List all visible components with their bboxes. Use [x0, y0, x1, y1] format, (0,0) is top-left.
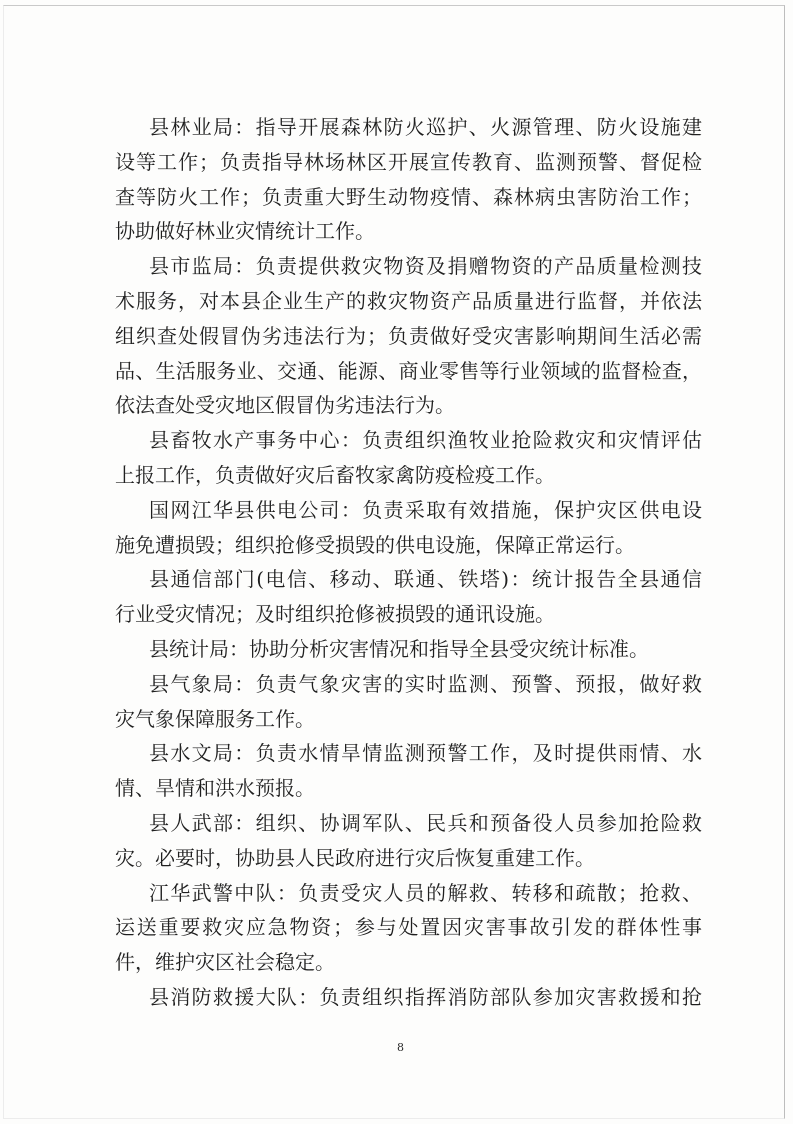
- text-line: 灾。必要时，协助县人民政府进行灾后恢复重建工作。: [115, 845, 595, 870]
- paragraph-meteorological-bureau: [115, 667, 702, 737]
- text-line: 国网江华县供电公司：负责采取有效措施，保护灾区供电设: [149, 497, 702, 522]
- text-line: 品、生活服务业、交通、能源、商业零售等行业领域的监督检查，: [115, 358, 702, 383]
- text-line: 上报工作，负责做好灾后畜牧家禽防疫检疫工作。: [115, 462, 555, 487]
- text-line: 县人武部：组织、协调军队、民兵和预备役人员参加抢险救: [149, 810, 702, 835]
- text-line: 江华武警中队：负责受灾人员的解救、转移和疏散；抢救、: [149, 880, 702, 905]
- text-line: 术服务，对本县企业生产的救灾物资产品质量进行监督，并依法: [115, 288, 702, 313]
- text-line: 灾气象保障服务工作。: [115, 706, 315, 731]
- paragraph-animal-husbandry-center: [115, 423, 702, 493]
- paragraph-hydrology-bureau: [115, 736, 702, 806]
- text-line: 县消防救援大队：负责组织指挥消防部队参加灾害救援和抢: [149, 984, 702, 1009]
- paragraph-armed-police-squadron: [115, 876, 702, 980]
- text-line: 组织查处假冒伪劣违法行为；负责做好受灾害影响期间生活必需: [115, 323, 702, 348]
- paragraph-statistics-bureau: [115, 632, 702, 667]
- page-number: 8: [397, 1041, 404, 1054]
- text-line: 依法查处受灾地区假冒伪劣违法行为。: [115, 393, 455, 418]
- paragraph-armed-forces-department: [115, 806, 702, 876]
- text-line: 查等防火工作；负责重大野生动物疫情、森林病虫害防治工作；: [115, 184, 702, 209]
- text-line: 行业受灾情况；及时组织抢修被损毁的通讯设施。: [115, 602, 555, 627]
- paragraph-market-supervision-bureau: [115, 249, 702, 423]
- document-body: [115, 110, 702, 1015]
- text-line: 情、旱情和洪水预报。: [115, 776, 315, 801]
- paragraph-telecom-departments: [115, 562, 702, 632]
- text-line: 县统计局：协助分析灾害情况和指导全县受灾统计标准。: [149, 636, 649, 661]
- paragraph-power-supply-company: [115, 493, 702, 563]
- text-line: 县市监局：负责提供救灾物资及捐赠物资的产品质量检测技: [149, 254, 702, 279]
- text-line: 县畜牧水产事务中心：负责组织渔牧业抢险救灾和灾情评估: [149, 428, 702, 453]
- text-line: 协助做好林业灾情统计工作。: [115, 219, 375, 244]
- text-line: 县通信部门(电信、移动、联通、铁塔)：统计报告全县通信: [149, 567, 702, 592]
- text-line: 运送重要救灾应急物资；参与处置因灾害事故引发的群体性事: [115, 915, 702, 940]
- text-line: 县林业局：指导开展森林防火巡护、火源管理、防火设施建: [149, 115, 702, 139]
- text-line: 施免遭损毁；组织抢修受损毁的供电设施，保障正常运行。: [115, 532, 635, 557]
- text-line: 县水文局：负责水情旱情监测预警工作，及时提供雨情、水: [149, 741, 702, 766]
- text-line: 设等工作；负责指导林场林区开展宣传教育、监测预警、督促检: [115, 149, 702, 174]
- text-line: 县气象局：负责气象灾害的实时监测、预警、预报，做好救: [149, 671, 702, 696]
- paragraph-forestry-bureau: [115, 110, 702, 249]
- text-line: 件，维护灾区社会稳定。: [115, 950, 335, 975]
- paragraph-fire-rescue-brigade: [115, 980, 702, 1015]
